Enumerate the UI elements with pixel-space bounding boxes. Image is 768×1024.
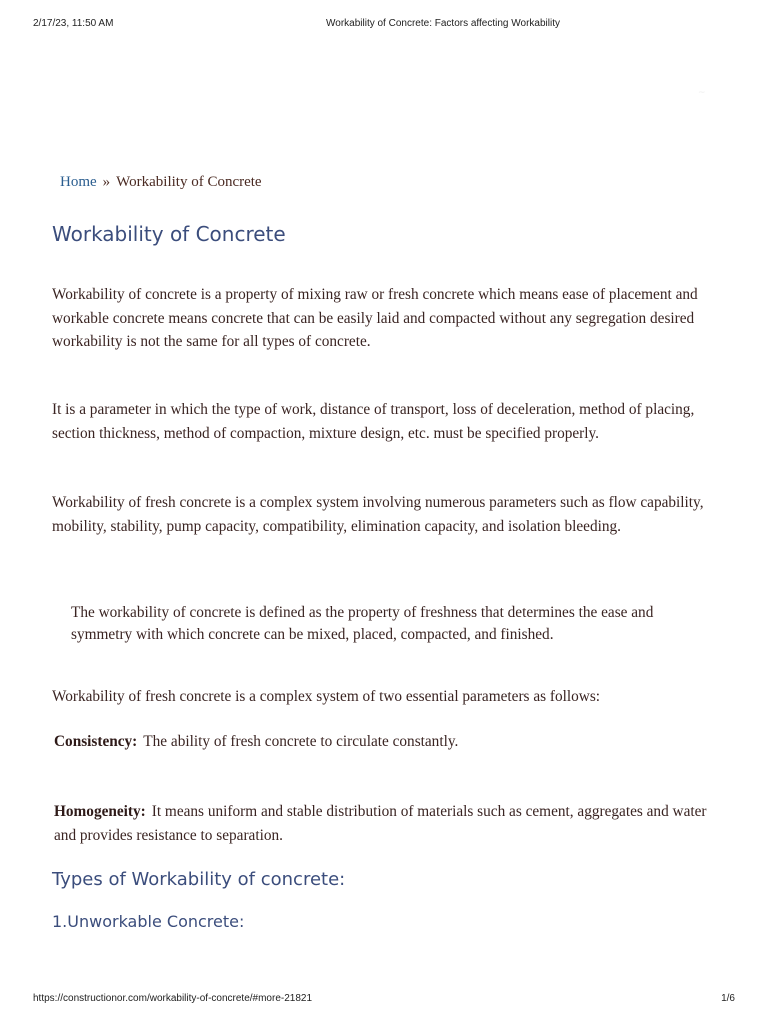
homogeneity-text: It means uniform and stable distribution of materials such as cement, aggregates and water and provides resistance to separation. xyxy=(54,803,707,844)
types-section-heading: Types of Workability of concrete: xyxy=(52,869,346,890)
breadcrumb xyxy=(60,174,262,191)
print-document-title: Workability of Concrete: Factors affecting Workability xyxy=(326,18,560,29)
intro-paragraph: Workability of concrete is a property of mixing raw or fresh concrete which means ease of placement and workable concrete means concrete that can be easily laid and compacted without any segregation desired workability is not the same for all types of concrete. xyxy=(52,286,698,350)
unworkable-concrete-heading: 1.Unworkable Concrete: xyxy=(52,912,245,931)
homogeneity-definition xyxy=(54,800,724,847)
homogeneity-term: Homogeneity: xyxy=(54,803,146,820)
print-footer xyxy=(0,992,768,1008)
parameter-paragraph: It is a parameter in which the type of work, distance of transport, loss of deceleration, method of placing, section thickness, method of compaction, mixture design, etc. must be specified properly. xyxy=(52,401,695,442)
print-url: https://constructionor.com/workability-of-concrete/#more-21821 xyxy=(33,993,313,1004)
print-date: 2/17/23, 11:50 AM xyxy=(33,18,114,29)
parameters-intro-paragraph: Workability of fresh concrete is a complex system of two essential parameters as follows: xyxy=(52,688,601,705)
page-title: Workability of Concrete xyxy=(52,222,286,246)
breadcrumb-current: Workability of Concrete xyxy=(116,174,262,190)
print-page-number: 1/6 xyxy=(721,993,735,1004)
consistency-text: The ability of fresh concrete to circulate constantly. xyxy=(143,733,459,750)
definition-quote: The workability of concrete is defined as the property of freshness that determines the ease and symmetry with which concrete can be mixed, placed, compacted, and finished. xyxy=(71,604,654,643)
consistency-definition xyxy=(54,730,724,754)
print-header xyxy=(0,17,768,33)
faint-mark-icon: ~ xyxy=(698,88,706,98)
breadcrumb-separator: » xyxy=(102,174,111,190)
consistency-term: Consistency: xyxy=(54,733,138,750)
breadcrumb-home-link[interactable]: Home xyxy=(60,174,97,190)
complex-system-paragraph: Workability of fresh concrete is a complex system involving numerous parameters such as flow capability, mobility, stability, pump capacity, compatibility, elimination capacity, and isolation bleeding. xyxy=(52,494,704,535)
